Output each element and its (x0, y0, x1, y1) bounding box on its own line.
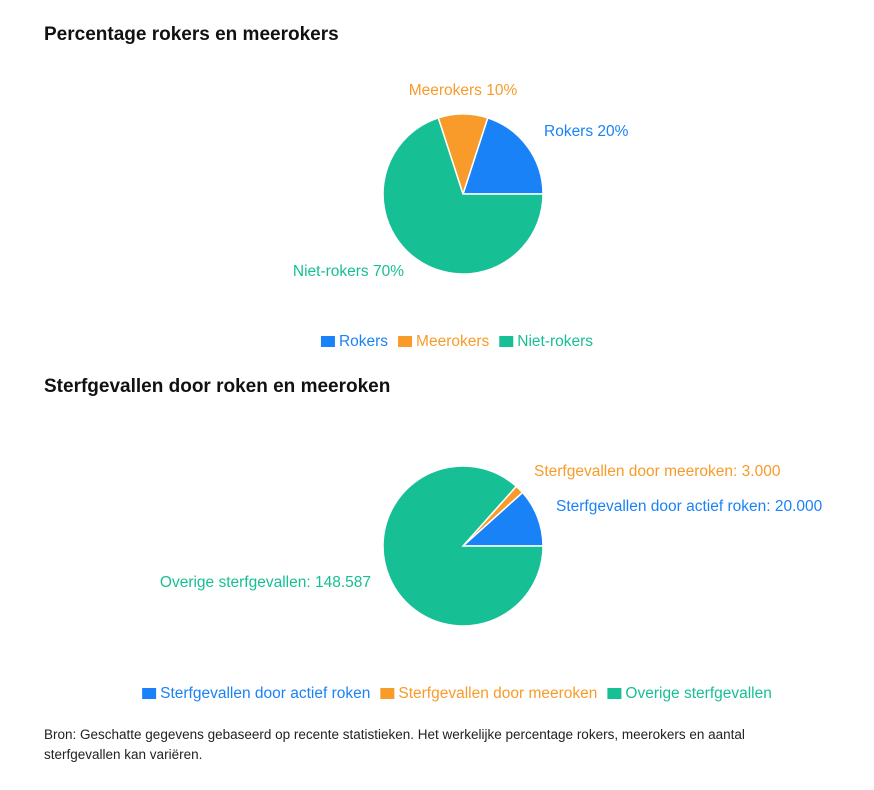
legend-item-meerokers[interactable] (398, 333, 489, 350)
legend-swatch (321, 336, 335, 347)
legend-label: Sterfgevallen door actief roken (160, 685, 371, 702)
chart-title-deaths: Sterfgevallen door roken en meeroken (44, 376, 391, 397)
pie-chart-deaths (0, 412, 874, 712)
chart-title-smokers: Percentage rokers en meerokers (44, 24, 339, 45)
legend-label: Meerokers (416, 333, 490, 350)
data-label-overige-sterfgevallen: Overige sterfgevallen: 148.587 (159, 574, 371, 591)
legend-label: Rokers (338, 333, 389, 350)
legend-item-sterfgevallen-door-actief-roken[interactable] (142, 685, 370, 702)
data-label-meerokers: Meerokers 10% (408, 82, 518, 99)
legend-swatch (380, 688, 394, 699)
legend-swatch (142, 688, 156, 699)
legend-label: Sterfgevallen door meeroken (398, 685, 598, 702)
source-note: Bron: Geschatte gegevens gebaseerd op recente statistieken. Het werkelijke percentage rokers, meerokers en aantal sterfgevallen kan variëren. (44, 727, 745, 762)
data-label-sterfgevallen-door-meeroken: Sterfgevallen door meeroken: 3.000 (534, 463, 781, 480)
pie-chart-smokers (0, 60, 874, 360)
legend-item-rokers[interactable] (321, 333, 388, 350)
legend-swatch (499, 336, 513, 347)
legend-item-overige-sterfgevallen[interactable] (607, 685, 771, 702)
chart-legend (142, 685, 772, 702)
data-label-sterfgevallen-door-actief-roken: Sterfgevallen door actief roken: 20.000 (556, 498, 823, 515)
data-label-niet-rokers: Niet-rokers 70% (292, 263, 404, 280)
chart-legend (321, 333, 593, 350)
legend-item-niet-rokers[interactable] (499, 333, 593, 350)
data-label-rokers: Rokers 20% (544, 123, 629, 140)
legend-label: Overige sterfgevallen (625, 685, 772, 702)
legend-label: Niet-rokers (517, 333, 594, 350)
legend-swatch (607, 688, 621, 699)
legend-swatch (398, 336, 412, 347)
legend-item-sterfgevallen-door-meeroken[interactable] (380, 685, 597, 702)
